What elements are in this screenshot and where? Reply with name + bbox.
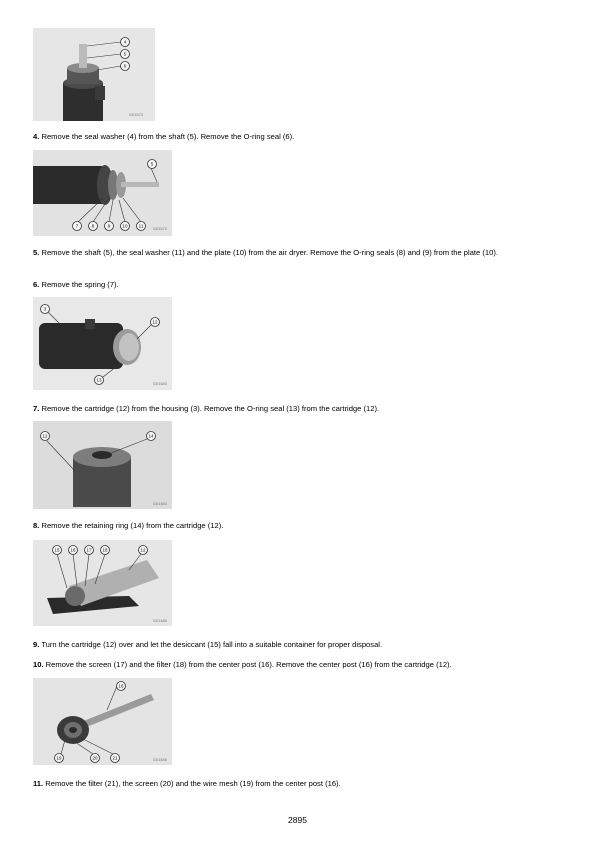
step-10 — [33, 660, 563, 670]
step-number: 9. — [33, 640, 40, 649]
figure-seal-washer — [33, 28, 155, 121]
step-9 — [33, 640, 563, 650]
step-number: 10. — [33, 660, 44, 669]
figure-code: G01484 — [152, 501, 167, 506]
step-text: Remove the filter (21), the screen (20) and the wire mesh (19) from the center post (16). — [43, 779, 341, 788]
callout-label: 9 — [107, 223, 111, 229]
step-4 — [33, 132, 563, 142]
step-number: 4. — [33, 132, 40, 141]
callout-label: 3 — [43, 306, 47, 312]
step-text: Remove the spring (7). — [39, 280, 119, 289]
callout-label: 12 — [152, 319, 158, 325]
figure-code: G01583 — [152, 381, 167, 386]
page-number: 2895 — [288, 815, 307, 825]
figure-retaining-ring — [33, 421, 172, 509]
callout-label: 18 — [102, 547, 108, 553]
step-6 — [33, 280, 563, 290]
step-text: Remove the retaining ring (14) from the cartridge (12). — [39, 521, 224, 530]
step-text: Remove the shaft (5), the seal washer (11) and the plate (10) from the air dryer. Remove the O-ring seals (8) and (9) from the plate (10). — [39, 248, 498, 257]
callout-label: 12 — [42, 433, 48, 439]
callout-label: 5 — [150, 161, 154, 167]
callout-label: 15 — [54, 547, 60, 553]
step-number: 11. — [33, 779, 44, 788]
callout-label: 13 — [96, 377, 102, 383]
step-number: 7. — [33, 404, 40, 413]
callout-label: 10 — [122, 223, 128, 229]
callout-label: 7 — [75, 223, 79, 229]
callout-label: 14 — [148, 433, 154, 439]
step-text: Remove the screen (17) and the filter (18) from the center post (16). Remove the center post (16) from the cartridge (12). — [43, 660, 452, 669]
step-text: Turn the cartridge (12) over and let the desiccant (15) fall into a suitable container for proper disposal. — [39, 640, 383, 649]
callout-label: 5 — [123, 51, 127, 57]
figure-center-post — [33, 678, 172, 765]
figure-code: G01573 — [128, 112, 143, 117]
figure-code: G01485 — [152, 618, 167, 623]
figure-shaft-plate — [33, 150, 172, 236]
step-number: 6. — [33, 280, 40, 289]
callout-label: 11 — [138, 223, 144, 229]
callout-label: 12 — [140, 547, 146, 553]
callout-label: 17 — [86, 547, 92, 553]
step-number: 8. — [33, 521, 40, 530]
step-5 — [33, 248, 563, 258]
figure-code: G01572 — [152, 226, 167, 231]
callout-label: 19 — [56, 755, 62, 761]
callout-label: 16 — [118, 683, 124, 689]
figure-desiccant — [33, 540, 172, 626]
step-7 — [33, 404, 563, 414]
figure-code: G01486 — [152, 757, 167, 762]
figure-cartridge-housing — [33, 297, 172, 390]
step-11 — [33, 779, 563, 789]
callout-label: 20 — [92, 755, 98, 761]
callout-label: 4 — [123, 39, 127, 45]
step-8 — [33, 521, 563, 531]
callout-label: 6 — [123, 63, 127, 69]
step-text: Remove the cartridge (12) from the housing (3). Remove the O-ring seal (13) from the cartridge (12). — [39, 404, 380, 413]
callout-label: 16 — [70, 547, 76, 553]
step-number: 5. — [33, 248, 40, 257]
step-text: Remove the seal washer (4) from the shaft (5). Remove the O-ring seal (6). — [39, 132, 295, 141]
callout-label: 21 — [112, 755, 118, 761]
callout-label: 8 — [91, 223, 95, 229]
